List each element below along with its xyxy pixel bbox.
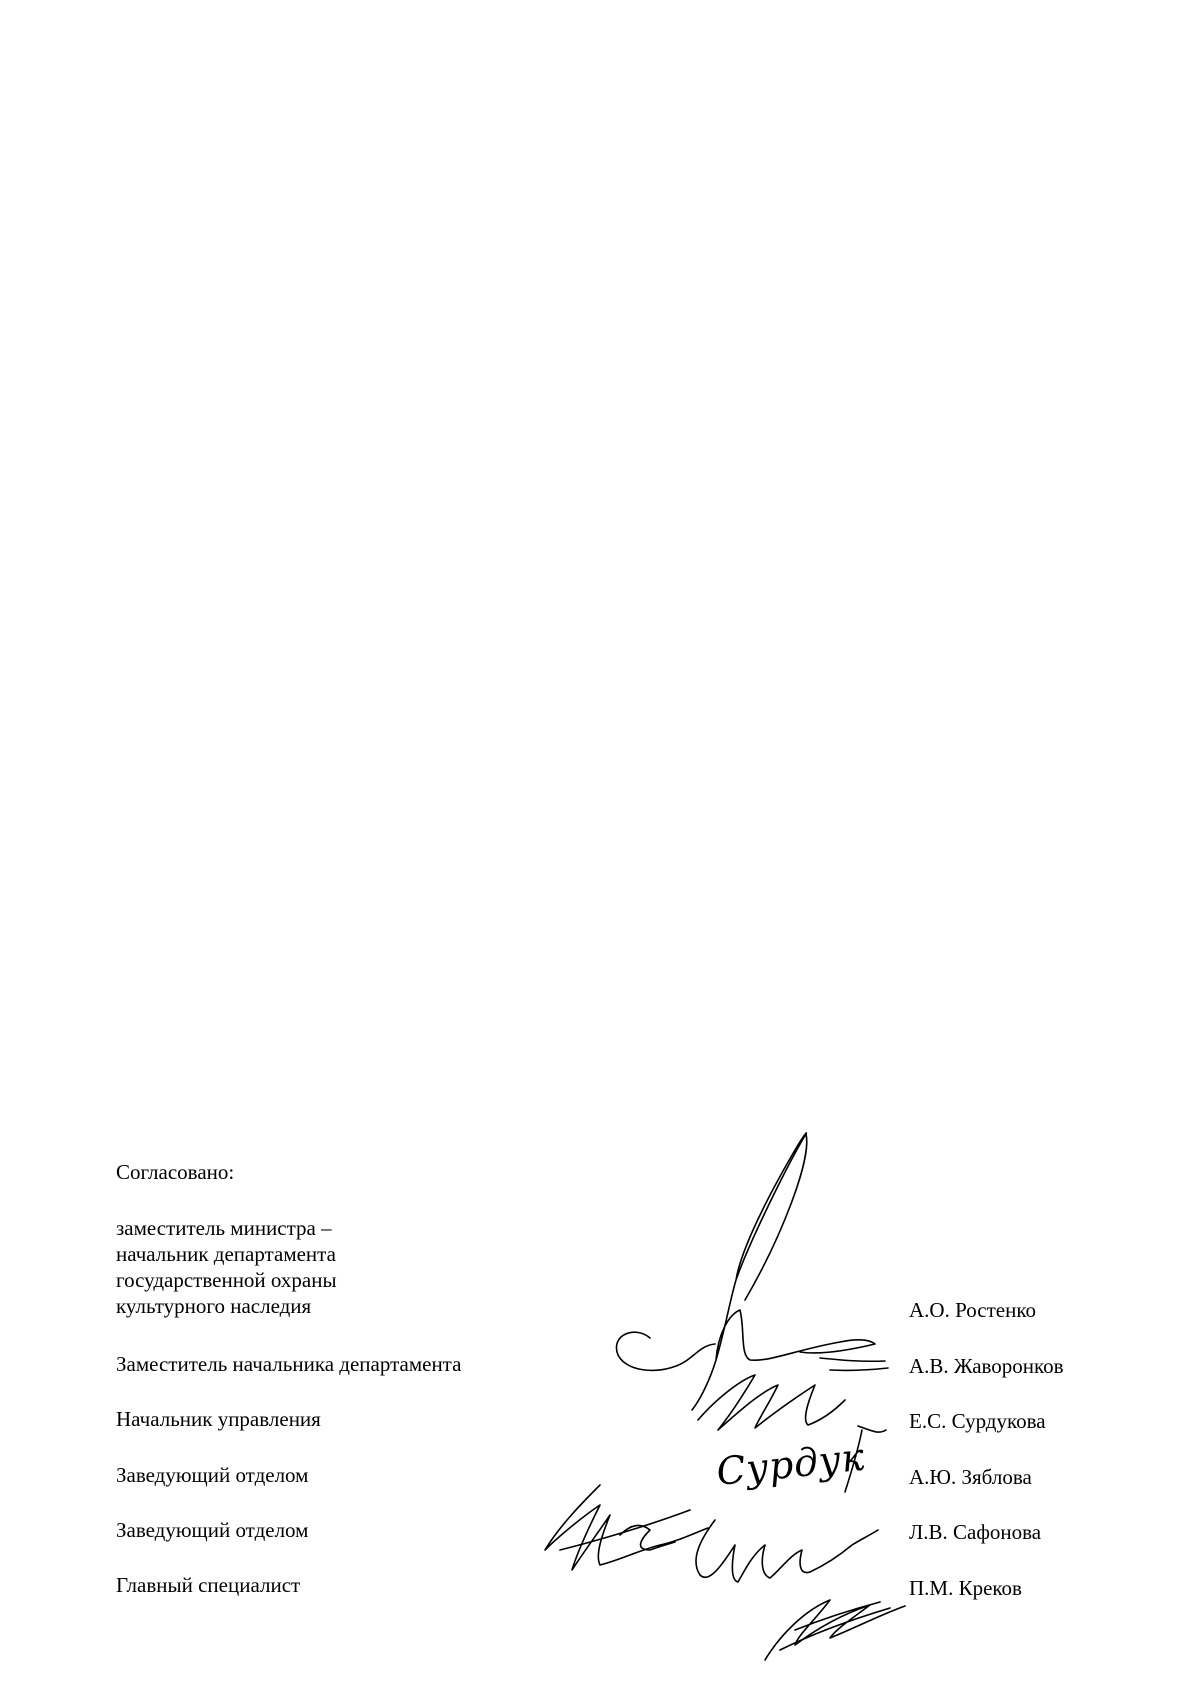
signatory-6-name: П.М. Креков <box>909 1576 1022 1600</box>
signatory-2-position: Заместитель начальника департамента <box>116 1352 462 1376</box>
signature-1-underline <box>820 1358 888 1370</box>
signatory-5-position: Заведующий отделом <box>116 1518 309 1542</box>
signatory-1-position-line-4: культурного наследия <box>116 1294 312 1318</box>
signatory-1-position-line-3: государственной охраны <box>116 1268 337 1292</box>
signatory-2-name: А.В. Жаворонков <box>909 1354 1064 1378</box>
signature-4-stroke <box>545 1485 708 1570</box>
signatory-4-position: Заведующий отделом <box>116 1463 309 1487</box>
signatory-1-position <box>116 1215 337 1319</box>
signatory-3-position: Начальник управления <box>116 1407 321 1431</box>
signature-3-flourish <box>845 1426 886 1492</box>
approval-heading: Согласовано: <box>116 1160 235 1184</box>
signatory-4-name: А.Ю. Зяблова <box>909 1465 1032 1489</box>
signature-2-stroke <box>698 1375 845 1430</box>
handwritten-signatures <box>540 1130 910 1670</box>
signatory-1-position-line-1: заместитель министра – <box>116 1216 332 1240</box>
signatory-1-position-line-2: начальник департамента <box>116 1242 336 1266</box>
signatory-6-position: Главный специалист <box>116 1573 301 1597</box>
signature-3-handwriting: Сурдук <box>714 1434 867 1494</box>
signatory-1-name: А.О. Ростенко <box>909 1298 1036 1322</box>
signature-1-stroke <box>616 1133 875 1410</box>
signatory-3-name: Е.С. Сурдукова <box>909 1409 1046 1433</box>
signature-5-stroke <box>696 1520 878 1582</box>
signature-6-stroke <box>765 1600 905 1660</box>
signatory-5-name: Л.В. Сафонова <box>909 1520 1042 1544</box>
